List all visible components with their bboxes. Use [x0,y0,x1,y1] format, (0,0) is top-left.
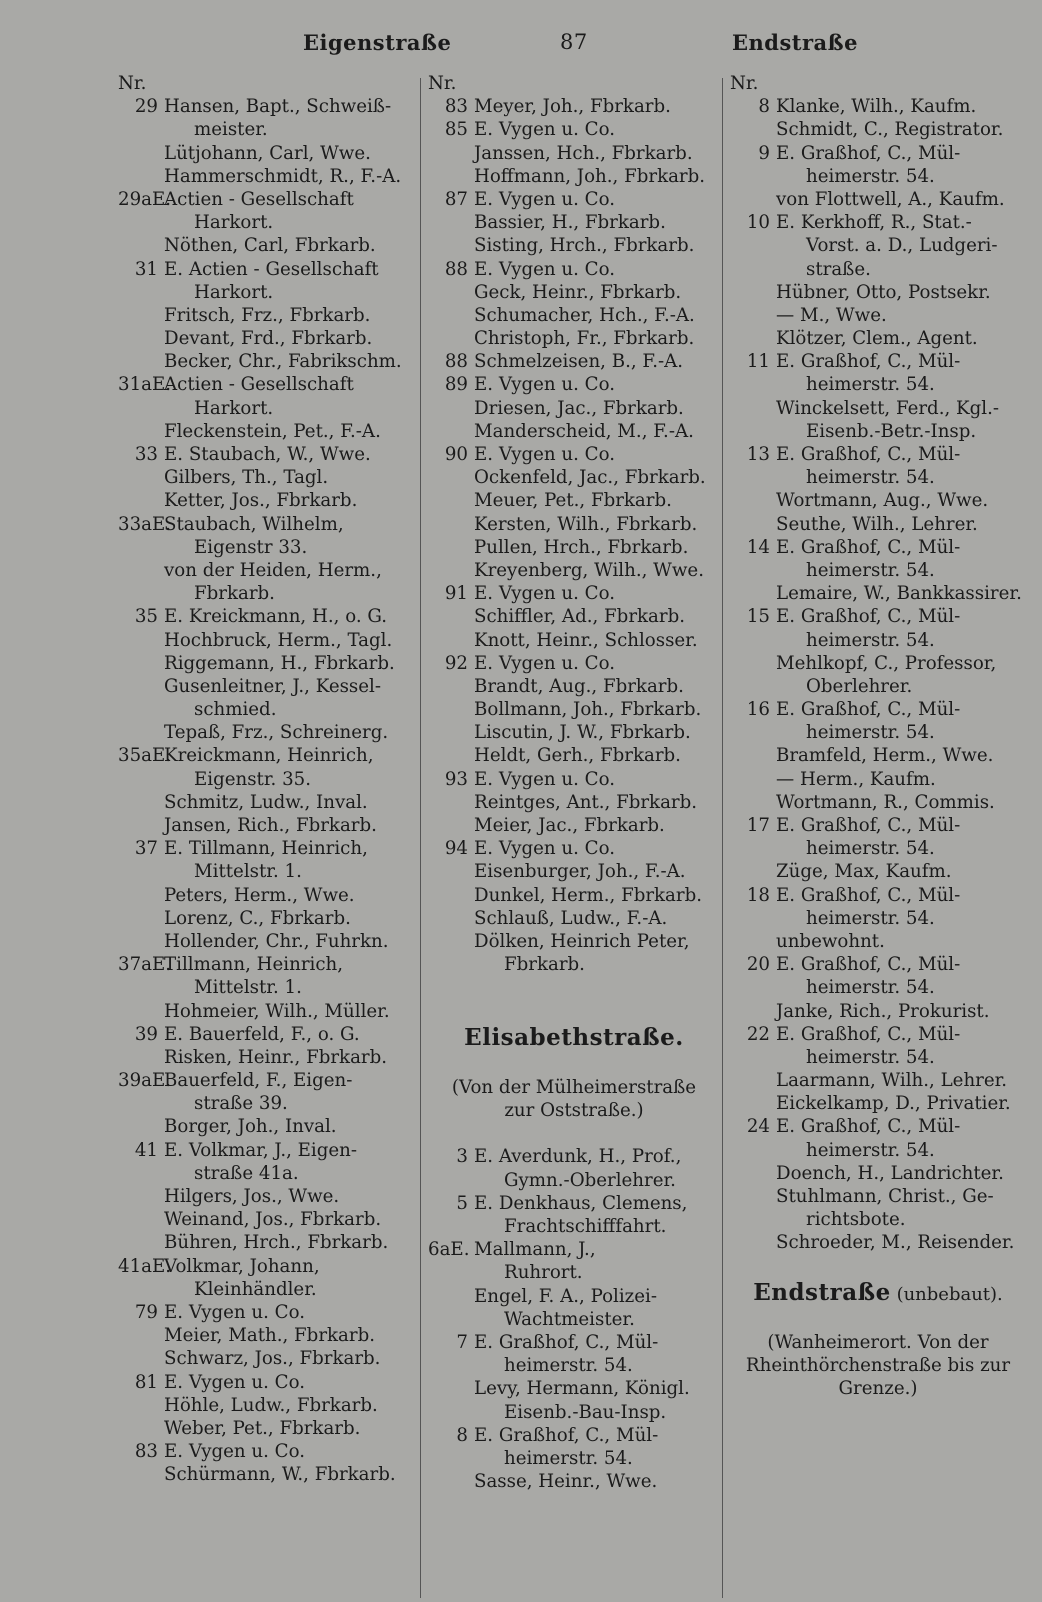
resident-line: Levy, Hermann, Königl. [474,1378,690,1400]
house-number: 31 [134,258,158,280]
entry-line [730,142,1026,165]
house-number: 17 [746,815,770,836]
entry-line [118,513,413,536]
house-number: 93 [444,768,468,790]
entry-line [118,443,413,466]
entry-line [118,1139,413,1162]
entry-line [428,652,720,675]
entry-line [730,698,1026,721]
resident-line: Gusenleitner, J., Kessel- [164,675,381,697]
resident-line: Reintges, Ant., Fbrkarb. [474,791,698,813]
resident-line: von Flottwell, A., Kaufm. [776,188,1005,210]
column-divider [722,78,723,1598]
entry-line [428,95,720,118]
entry-line [428,350,720,373]
house-number: 33 [134,444,158,465]
entry-line [428,1192,720,1215]
entry-text: E. Vygen u. Co. [164,1301,306,1323]
resident-line: Eisenburger, Joh., F.-A. [474,861,686,883]
entry-line [118,188,413,211]
entry-line [118,1371,413,1394]
resident-line: Meier, Jac., Fbrkarb. [474,815,665,836]
street-name: Endstraße [753,1278,891,1306]
column-left [118,72,413,1486]
entry-line [428,1145,720,1168]
resident-line: Ketter, Jos., Fbrkarb. [164,490,358,512]
resident-line: Mehlkopf, C., Professor, [776,652,997,674]
entry-text: E. Tillmann, Heinrich, [164,838,368,860]
house-number: 83 [134,1441,158,1463]
entry-text: E. Graßhof, C., Mül- [776,142,961,164]
house-number: 7 [456,1331,468,1353]
continuation-line: Wachtmeister. [504,1308,635,1330]
entry-line [730,95,1026,118]
entry-line [730,536,1026,559]
column-heading: Nr. [428,73,457,94]
resident-line: Brandt, Aug., Fbrkarb. [474,675,684,697]
house-number: 92 [444,652,468,674]
resident-line: Klötzer, Clem., Agent. [776,328,978,350]
continuation-line: Harkort. [194,281,274,303]
resident-line: Laarmann, Wilh., Lehrer. [776,1070,1008,1092]
resident-line: Schmitz, Ludw., Inval. [164,791,368,813]
continuation-line: heimerstr. 54. [806,722,935,744]
resident-line: Bollmann, Joh., Fbrkarb. [474,699,702,721]
continuation-line: heimerstr. 54. [504,1447,633,1469]
resident-line: Bühren, Hrch., Fbrkarb. [164,1232,389,1254]
column-divider [420,78,421,1598]
entry-text: Staubach, Wilhelm, [164,513,344,535]
continuation-line: Kleinhändler. [194,1278,317,1300]
entry-text: E. Graßhof, C., Mül- [776,1023,961,1045]
house-number: 31aE. [118,374,172,396]
house-number: 22 [746,1023,770,1045]
street-heading: Elisabethstraße. [464,1023,684,1051]
house-number: 6aE. [428,1239,470,1261]
entry-text: E. Graßhof, C., Mül- [776,444,961,465]
entry-text: E. Averdunk, H., Prof., [474,1146,682,1168]
entry-text: E. Vygen u. Co. [474,652,616,674]
house-number: 41 [134,1139,158,1161]
entry-text: E. Vygen u. Co. [474,838,616,860]
entry-text: E. Graßhof, C., Mül- [776,884,961,906]
resident-line: Riggemann, H., Fbrkarb. [164,652,395,674]
resident-line: Wortmann, Aug., Wwe. [776,490,989,512]
resident-line: Peters, Herm., Wwe. [164,884,355,906]
entry-text: Bauerfeld, F., Eigen- [164,1070,353,1092]
resident-line: Schiffler, Ad., Fbrkarb. [474,606,685,628]
entry-line [428,1238,720,1261]
resident-line: Ockenfeld, Jac., Fbrkarb. [474,467,706,489]
entry-text: E. Bauerfeld, F., o. G. [164,1023,360,1045]
resident-line: Schürmann, W., Fbrkarb. [164,1464,396,1486]
resident-line: Liscutin, J. W., Fbrkarb. [474,722,691,744]
entry-line [118,1023,413,1046]
resident-line: Wortmann, R., Commis. [776,791,995,813]
resident-line: Fleckenstein, Pet., F.-A. [164,420,381,442]
resident-line: Pullen, Hrch., Fbrkarb. [474,536,689,558]
entry-line [118,258,413,281]
entry-text: E. Vygen u. Co. [474,444,616,465]
house-number: 91 [444,583,468,605]
resident-line: Weber, Pet., Fbrkarb. [164,1417,361,1439]
entry-line [730,605,1026,628]
running-head-right: Endstraße [732,30,858,55]
house-number: 88 [444,258,468,280]
resident-line: Lütjohann, Carl, Wwe. [164,142,371,164]
resident-line: — M., Wwe. [776,304,887,326]
resident-line: Meier, Math., Fbrkarb. [164,1325,375,1347]
street-description: (Von der Mülheimerstraße [451,1076,697,1098]
continuation-line: Fbrkarb. [194,583,275,605]
resident-line: Gilbers, Th., Tagl. [164,467,329,489]
column-middle [428,72,720,1493]
house-number: 87 [444,188,468,210]
house-number: 88 [444,351,468,373]
entry-line [428,373,720,396]
resident-line: Geck, Heinr., Fbrkarb. [474,281,682,303]
continuation-line: Eisenb.-Betr.-Insp. [806,420,977,442]
entry-line [730,953,1026,976]
resident-line: Hammerschmidt, R., F.-A. [164,165,402,187]
street-heading [730,1278,1026,1308]
resident-line: Janssen, Hch., Fbrkarb. [474,142,693,164]
resident-line: Sisting, Hrch., Fbrkarb. [474,235,695,257]
continuation-line: Harkort. [194,212,274,234]
entry-text: E. Vygen u. Co. [164,1371,306,1393]
resident-line: Risken, Heinr., Fbrkarb. [164,1046,388,1068]
entry-text: E. Graßhof, C., Mül- [474,1331,659,1353]
house-number: 90 [444,444,468,465]
entry-line [428,582,720,605]
entry-text: E. Vygen u. Co. [474,374,616,396]
continuation-line: schmied. [194,699,277,721]
entry-line [428,188,720,211]
continuation-line: heimerstr. 54. [504,1355,633,1377]
entry-text: E. Actien - Gesellschaft [164,258,379,280]
continuation-line: Harkort. [194,397,274,419]
entry-text: E. Graßhof, C., Mül- [776,1116,961,1138]
house-number: 81 [134,1371,158,1393]
house-number: 13 [746,444,770,465]
entry-text: E. Kerkhoff, R., Stat.- [776,212,972,234]
continuation-line: heimerstr. 54. [806,467,935,489]
resident-line: Schlauß, Ludw., F.-A. [474,907,668,929]
resident-line: Schumacher, Hch., F.-A. [474,304,695,326]
entry-line [118,1301,413,1324]
resident-line: Schroeder, M., Reisender. [776,1232,1015,1254]
continuation-line: straße. [806,258,871,280]
resident-line: Nöthen, Carl, Fbrkarb. [164,235,376,257]
resident-line: Hochbruck, Herm., Tagl. [164,629,393,651]
column-right [730,72,1026,1401]
house-number: 37aE. [118,954,172,976]
resident-line: Heldt, Gerh., Fbrkarb. [474,745,681,767]
continuation-line: Eisenb.-Bau-Insp. [504,1401,667,1423]
house-number: 8 [758,96,770,118]
house-number: 79 [134,1301,158,1323]
street-description: zur Oststraße.) [504,1100,644,1122]
continuation-line: heimerstr. 54. [806,559,935,581]
continuation-line: meister. [194,119,268,141]
continuation-line: straße 41a. [194,1162,299,1184]
house-number: 29aE. [118,188,172,210]
entry-line [118,605,413,628]
entry-line [730,211,1026,234]
resident-line: Devant, Frd., Fbrkarb. [164,328,373,350]
resident-line: Stuhlmann, Christ., Ge- [776,1186,994,1207]
continuation-line: heimerstr. 54. [806,838,935,860]
continuation-line: Oberlehrer. [806,675,913,697]
street-status: (unbebaut). [896,1283,1003,1305]
column-heading: Nr. [730,73,759,94]
house-number: 5 [456,1192,468,1214]
resident-line: Christoph, Fr., Fbrkarb. [474,328,695,350]
house-number: 35 [134,606,158,628]
street-description: Rheinthörchenstraße bis zur [745,1355,1011,1377]
continuation-line: Eigenstr. 35. [194,768,312,790]
entry-line [118,373,413,396]
entry-text: Hansen, Bapt., Schweiß- [164,96,392,118]
house-number: 16 [746,699,770,721]
entry-line [428,1424,720,1447]
resident-line: Weinand, Jos., Fbrkarb. [164,1209,382,1231]
resident-line: Becker, Chr., Fabrikschm. [164,351,402,373]
continuation-line: Vorst. a. D., Ludgeri- [806,235,998,257]
entry-text: Actien - Gesellschaft [164,188,354,210]
continuation-line: Frachtschifffahrt. [504,1216,667,1237]
resident-line: Kersten, Wilh., Fbrkarb. [474,513,698,535]
entry-line [118,1069,413,1092]
resident-line: Hollender, Chr., Fuhrkn. [164,930,389,952]
spacer [428,1053,720,1076]
entry-text: Klanke, Wilh., Kaufm. [776,96,977,118]
resident-line: Driesen, Jac., Fbrkarb. [474,397,684,419]
entry-text: E. Graßhof, C., Mül- [776,351,961,373]
resident-line: Hübner, Otto, Postsekr. [776,281,991,303]
spacer [730,1255,1026,1278]
resident-line: Hoffmann, Joh., Fbrkarb. [474,165,706,187]
entry-text: E. Graßhof, C., Mül- [474,1424,659,1446]
house-number: 29 [134,96,158,118]
entry-line [118,1440,413,1463]
entry-text: Kreickmann, Heinrich, [164,745,374,767]
resident-line: Dunkel, Herm., Fbrkarb. [474,884,703,906]
entry-line [428,258,720,281]
entry-line [730,884,1026,907]
house-number: 83 [444,96,468,118]
entry-text: E. Graßhof, C., Mül- [776,954,961,976]
entry-line [118,1255,413,1278]
continuation-line: Mittelstr. 1. [194,977,302,999]
entry-line [118,744,413,767]
continuation-line: Mittelstr. 1. [194,861,302,883]
entry-text: E. Staubach, W., Wwe. [164,444,371,465]
continuation-line: heimerstr. 54. [806,907,935,929]
house-number: 85 [444,119,468,141]
resident-line: Hilgers, Jos., Wwe. [164,1186,340,1207]
continuation-line: heimerstr. 54. [806,165,935,187]
entry-text: Tillmann, Heinrich, [164,954,344,976]
house-number: 39 [134,1023,158,1045]
continuation-line: Fbrkarb. [504,954,585,976]
spacer [428,1000,720,1023]
house-number: 37 [134,838,158,860]
entry-line [730,1023,1026,1046]
continuation-line: straße 39. [194,1093,288,1115]
entry-text: E. Graßhof, C., Mül- [776,815,961,836]
resident-line: Seuthe, Wilh., Lehrer. [776,513,978,535]
resident-line: Bramfeld, Herm., Wwe. [776,745,994,767]
entry-text: E. Vygen u. Co. [474,583,616,605]
entry-line [118,95,413,118]
entry-line [730,1115,1026,1138]
house-number: 3 [456,1146,468,1168]
house-number: 8 [456,1424,468,1446]
entry-line [428,1331,720,1354]
house-number: 39aE. [118,1070,172,1092]
entry-text: Mallmann, J., [474,1239,596,1261]
entry-text: E. Vygen u. Co. [474,119,616,141]
continuation-line: Eigenstr 33. [194,536,308,558]
house-number: 94 [444,838,468,860]
entry-text: E. Graßhof, C., Mül- [776,606,961,628]
resident-line: Meuer, Pet., Fbrkarb. [474,490,672,512]
entry-text: E. Vygen u. Co. [474,258,616,280]
entry-text: E. Denkhaus, Clemens, [474,1192,688,1214]
resident-line: Hohmeier, Wilh., Müller. [164,1000,390,1022]
resident-line: Züge, Max, Kaufm. [776,861,952,883]
column-heading: Nr. [118,73,147,94]
resident-line: Borger, Joh., Inval. [164,1116,337,1138]
continuation-line: heimerstr. 54. [806,1139,935,1161]
entry-line [118,837,413,860]
resident-line: — Herm., Kaufm. [776,768,936,790]
resident-line: Lemaire, W., Bankkassirer. [776,583,1022,605]
spacer [730,1308,1026,1331]
street-description: (Wanheimerort. Von der [767,1331,989,1353]
house-number: 10 [746,212,770,234]
resident-line: Manderscheid, M., F.-A. [474,420,694,442]
resident-line: Sasse, Heinr., Wwe. [474,1471,658,1493]
house-number: 41aE. [118,1255,172,1277]
entry-text: E. Graßhof, C., Mül- [776,536,961,558]
resident-line: Janke, Rich., Prokurist. [776,1000,990,1022]
house-number: 18 [746,884,770,906]
resident-line: Dölken, Heinrich Peter, [474,930,690,952]
house-number: 33aE. [118,513,172,535]
resident-line: Doench, H., Landrichter. [776,1162,1004,1184]
entry-text: E. Kreickmann, H., o. G. [164,606,388,628]
entry-line [428,118,720,141]
continuation-line: Ruhrort. [504,1262,583,1284]
continuation-line: Gymn.-Oberlehrer. [504,1169,676,1191]
spacer [428,1122,720,1145]
resident-line: Engel, F. A., Polizei- [474,1285,657,1307]
house-number: 15 [746,606,770,628]
entry-line [730,443,1026,466]
resident-line: Jansen, Rich., Fbrkarb. [164,815,377,836]
resident-line: Schmidt, C., Registrator. [776,119,1004,141]
resident-line: Fritsch, Frz., Fbrkarb. [164,304,371,326]
resident-line: Winckelsett, Ferd., Kgl.- [776,397,1000,419]
entry-line [428,443,720,466]
entry-line [118,953,413,976]
resident-line: unbewohnt. [776,930,885,952]
resident-line: Lorenz, C., Fbrkarb. [164,907,351,929]
entry-text: E. Vygen u. Co. [164,1441,306,1463]
spacer [428,976,720,999]
entry-line [730,350,1026,373]
house-number: 24 [746,1116,770,1138]
running-head-left: Eigenstraße [303,30,452,55]
entry-text: E. Vygen u. Co. [474,768,616,790]
continuation-line: heimerstr. 54. [806,374,935,396]
entry-text: Volkmar, Johann, [164,1255,320,1277]
resident-line: Höhle, Ludw., Fbrkarb. [164,1394,378,1416]
street-description: Grenze.) [838,1378,918,1400]
house-number: 89 [444,374,468,396]
resident-line: Kreyenberg, Wilh., Wwe. [474,559,704,581]
entry-text: Schmelzeisen, B., F.-A. [474,351,684,373]
resident-line: Knott, Heinr., Schlosser. [474,629,698,651]
house-number: 14 [746,536,770,558]
house-number: 20 [746,954,770,976]
continuation-line: heimerstr. 54. [806,977,935,999]
page-number: 87 [560,30,588,54]
continuation-line: heimerstr. 54. [806,629,935,651]
house-number: 11 [746,351,770,373]
entry-line [730,814,1026,837]
resident-line: von der Heiden, Herm., [164,559,382,581]
resident-line: Tepaß, Frz., Schreinerg. [164,722,389,744]
entry-text: E. Volkmar, J., Eigen- [164,1139,358,1161]
resident-line: Bassier, H., Fbrkarb. [474,212,666,234]
house-number: 35aE. [118,745,172,767]
entry-text: Meyer, Joh., Fbrkarb. [474,96,671,118]
house-number: 9 [758,142,770,164]
entry-line [428,768,720,791]
entry-line [428,837,720,860]
continuation-line: richtsbote. [806,1209,906,1231]
continuation-line: heimerstr. 54. [806,1046,935,1068]
resident-line: Eickelkamp, D., Privatier. [776,1093,1011,1115]
entry-text: Actien - Gesellschaft [164,374,354,396]
entry-text: E. Vygen u. Co. [474,188,616,210]
entry-text: E. Graßhof, C., Mül- [776,699,961,721]
resident-line: Schwarz, Jos., Fbrkarb. [164,1348,381,1370]
